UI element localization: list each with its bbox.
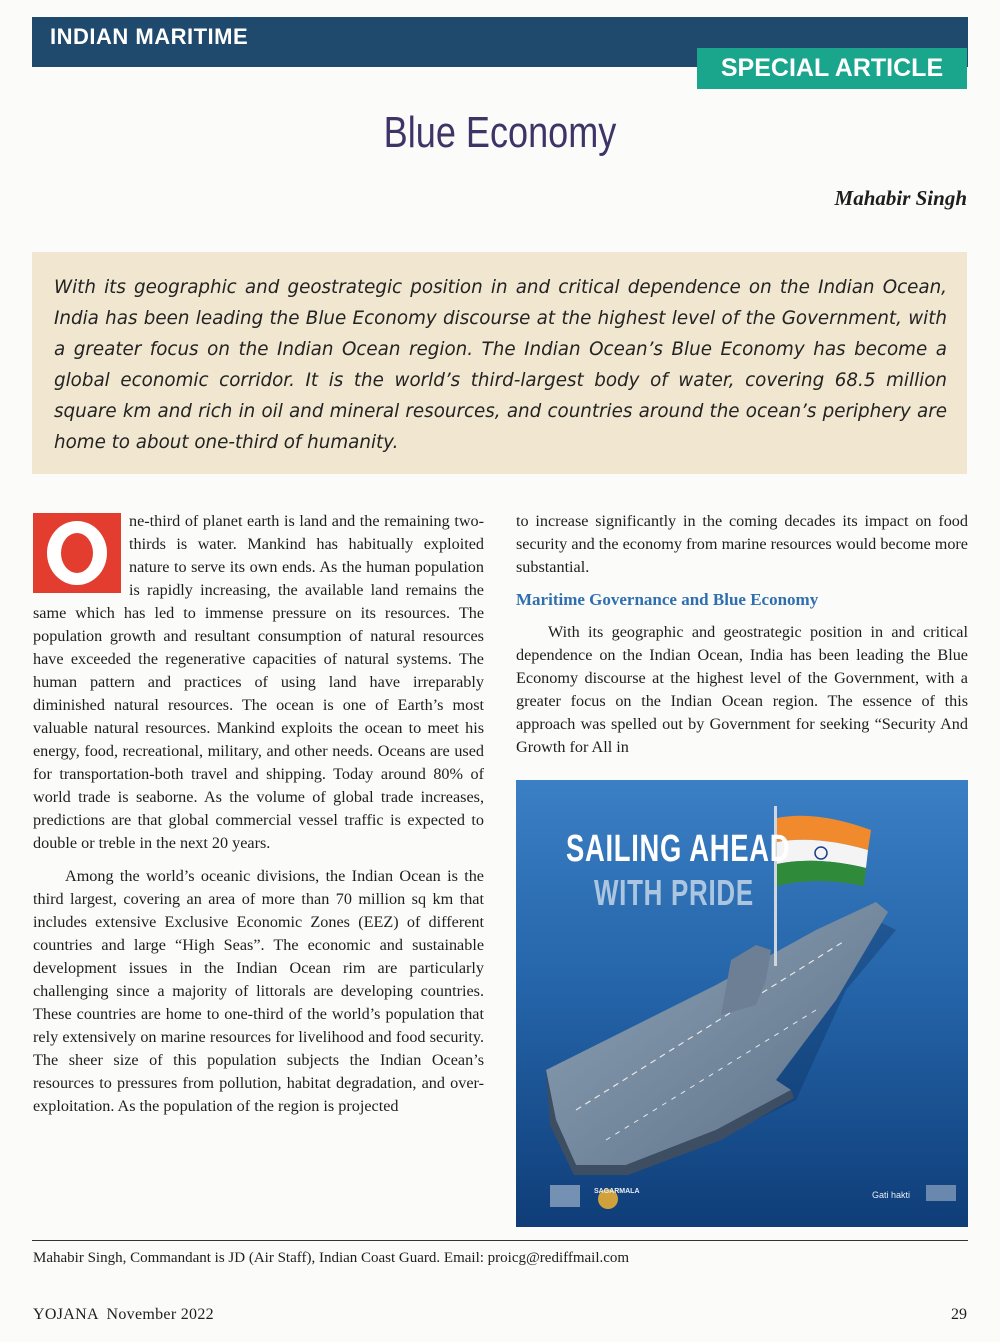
poster-headline-line1: SAILING AHEAD (566, 828, 791, 870)
body-paragraph-1: ne-third of planet earth is land and the remaining two-thirds is water. Mankind has habitually exploited nature to serve its own ends. As the human population is rapidly increasing, the available land remains the same which has led to immense pressure on its resources. The population growth and resultant consumption of natural resources have exceeded the regenerative capacities of natural systems. The human pattern and practices of using land have irreparably diminished natural resources. The ocean is one of Earth’s most valuable natural resources. Mankind exploits the ocean to meet his energy, food, recreational, military, and other needs. Oceans are used for transportation-both travel and shipping. Today around 80% of world trade is seaborne. As the volume of global trade increases, predictions are that global commercial vessel traffic is expected to double or treble in the next 20 years. (33, 512, 484, 852)
left-column (33, 510, 484, 1118)
special-article-tag: SPECIAL ARTICLE (697, 48, 967, 89)
article-author: Mahabir Singh (834, 186, 967, 210)
gati-shakti-logo-text: Gati hakti (872, 1190, 911, 1200)
section-label: INDIAN MARITIME (50, 24, 249, 49)
body-paragraph-2: Among the world’s oceanic divisions, the Indian Ocean is the third largest, covering an area of more than 70 million sq km that includes extensive Exclusive Economic Zones (EEZ) of different countries and large “High Seas”. The economic and sustainable development issues in the Indian Ocean rim are particularly challenging since a majority of littorals are developing countries. These countries are home to one-third of the world’s population that rely extensively on marine resources for livelihood and food security. The sheer size of this population subjects the Indian Ocean’s resources to pressures from pollution, habitat degradation, and over-exploitation. As the population of the region is projected (33, 867, 484, 1115)
page-number: 29 (951, 1306, 967, 1323)
aircraft-carrier-poster (516, 780, 968, 1227)
article-abstract: With its geographic and geostrategic position in and critical dependence on the Indian Ocean, India has been leading the Blue Economy discourse at the highest level of the Government, with a greater focus on the Indian Ocean region. The Indian Ocean’s Blue Economy has become a global economic corridor. It is the world’s third-largest body of water, covering 68.5 million square km and rich in oil and mineral resources, and countries around the ocean’s periphery are home to about one-third of humanity. (32, 252, 967, 474)
publication-footer: YOJANA November 2022 (33, 1306, 214, 1323)
dropcap-letter (33, 513, 121, 593)
sagarmala-logo-text: SAGARMALA (594, 1188, 640, 1195)
article-title: Blue Economy (383, 108, 617, 157)
footnote-divider (32, 1240, 968, 1241)
body-paragraph-3: to increase significantly in the coming decades its impact on food security and the economy from marine resources would become more substantial. (516, 512, 968, 576)
indian-flag-icon (777, 816, 871, 886)
amrit-mahotsav-logo-icon (926, 1185, 956, 1201)
ministry-logo-icon (550, 1185, 580, 1207)
right-column (516, 510, 968, 759)
body-paragraph-4: With its geographic and geostrategic position in and critical dependence on the Indian Ocean, India has been leading the Blue Economy discourse at the highest level of the Government, with a greater focus on the Indian Ocean region. The essence of this approach was spelled out by Government for seeking “Security And Growth for All in (516, 623, 968, 756)
poster-headline-line2: WITH PRIDE (594, 872, 754, 913)
section-subheading: Maritime Governance and Blue Economy (516, 590, 819, 609)
author-footnote: Mahabir Singh, Commandant is JD (Air Staff), Indian Coast Guard. Email: proicg@rediffmail.com (33, 1250, 630, 1266)
